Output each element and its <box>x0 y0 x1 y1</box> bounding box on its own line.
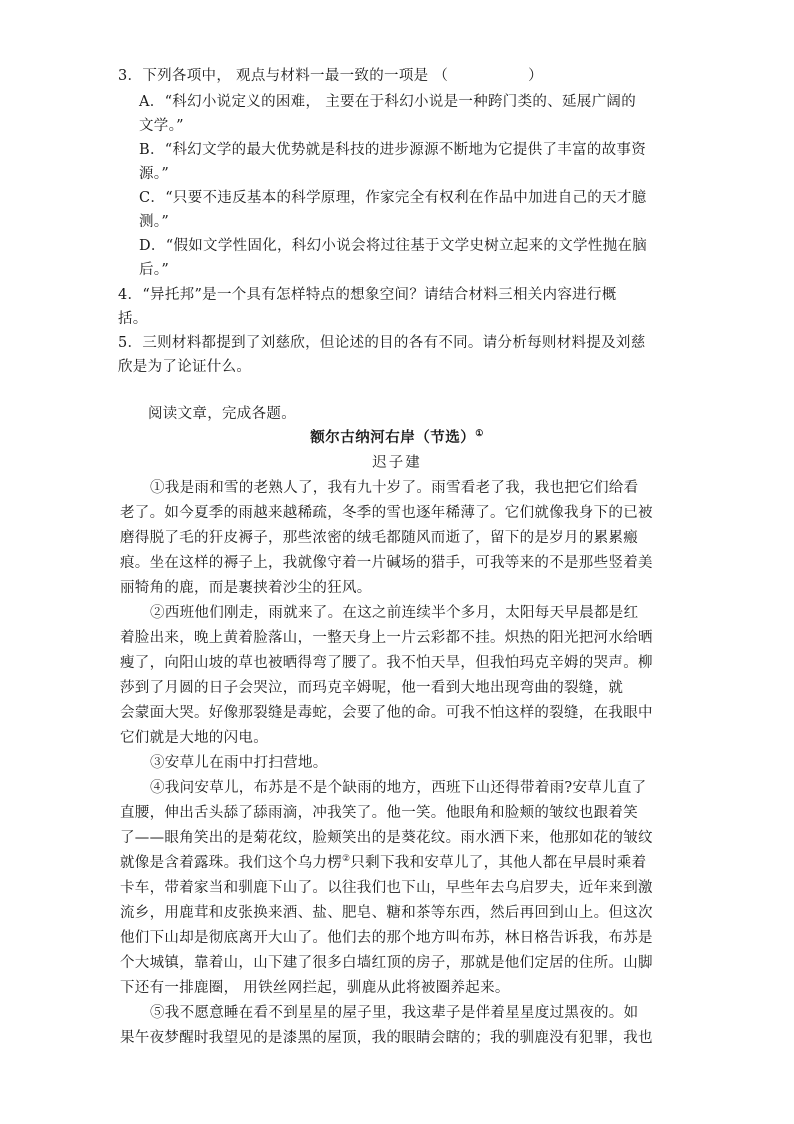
paragraph-2-line: 会蒙面大哭。好像那裂缝是毒蛇，会要了他的命。可我不怕这样的裂缝，在我眼中 <box>120 705 653 721</box>
paragraph-4-line: 流乡，用鹿茸和皮张换来酒、盐、肥皂、糖和茶等东西，然后再回到山上。但这次 <box>120 905 653 921</box>
question-4-line-1: 4．“异托邦”是一个具有怎样特点的想象空间？请结合材料三相关内容进行概 <box>118 287 617 303</box>
option-a-line-1: A．“科幻小说定义的困难， 主要在于科幻小说是一种跨门类的、延展广阔的 <box>139 94 636 110</box>
option-b-line-2: 源。” <box>139 166 170 182</box>
paragraph-4-line: ④我问安草儿，布苏是不是个缺雨的地方，西班下山还得带着雨?安草儿直了 <box>150 780 647 796</box>
paragraph-2-line: ②西班他们刚走，雨就来了。在这之前连续半个多月，太阳每天早晨都是红 <box>150 605 639 621</box>
footnote-mark-2: ② <box>342 854 351 865</box>
paragraph-2-line: 瘦了，向阳山坡的草也被晒得弯了腰了。我不怕天旱，但我怕玛克辛姆的哭声。柳 <box>120 655 653 671</box>
paragraph-4-line: 直腰，伸出舌头舔了舔雨滴，冲我笑了。他一笑。他眼角和脸颊的皱纹也跟着笑 <box>120 805 638 821</box>
question-3-text: 3．下列各项中， 观点与材料一最一致的一项是 （ <box>118 68 449 84</box>
paragraph-3-line: ③安草儿在雨中打扫营地。 <box>150 755 328 771</box>
paragraph-1-line: ①我是雨和雪的老熟人了，我有九十岁了。雨雪看老了我，我也把它们给看 <box>150 480 639 496</box>
paragraph-5-line: ⑤我不愿意睡在看不到星星的屋子里，我这辈子是伴着星星度过黑夜的。如 <box>150 1005 639 1021</box>
paragraph-1-line: 老了。如今夏季的雨越来越稀疏，冬季的雪也逐年稀薄了。它们就像我身下的已被 <box>120 505 653 521</box>
paragraph-4-line: 了——眼角笑出的是菊花纹，脸颊笑出的是葵花纹。雨水洒下来，他那如花的皱纹 <box>120 830 653 846</box>
paragraph-4-line: 个大城镇，靠着山，山下建了很多白墙红顶的房子，那就是他们定居的住所。山脚 <box>120 955 653 971</box>
paragraph-1-line: 丽犄角的鹿，而是裹挟着沙尘的狂风。 <box>120 580 372 596</box>
title-footnote-mark: ① <box>475 429 484 440</box>
question-4-line-2: 括。 <box>118 311 148 327</box>
paragraph-4-text: 就像是含着露珠。我们这个乌力楞 <box>120 855 342 871</box>
paragraph-1-line: 磨得脱了毛的犴皮褥子，那些浓密的绒毛都随风而逝了，留下的是岁月的累累瘢 <box>120 530 638 546</box>
paragraph-4-line: 他们下山却是彻底离开大山了。他们去的那个地方叫布苏，林日格告诉我，布苏是 <box>120 930 653 946</box>
option-b-line-1: B．“科幻文学的最大优势就是科技的进步源源不断地为它提供了丰富的故事资 <box>139 142 647 158</box>
option-d-line-1: D．“假如文学性固化，科幻小说会将过往基于文学史树立起来的文学性抛在脑 <box>139 238 648 254</box>
option-c-line-2: 测。” <box>139 214 170 230</box>
paragraph-1-line: 痕。坐在这样的褥子上，我就像守着一片碱场的猎手，可我等来的不是那些竖着美 <box>120 555 653 571</box>
paragraph-2-line: 着脸出来，晚上黄着脸落山，一整天身上一片云彩都不挂。炽热的阳光把河水给晒 <box>120 630 653 646</box>
question-5-line-1: 5．三则材料都提到了刘慈欣，但论述的目的各有不同。请分析每则材料提及刘慈 <box>118 335 646 351</box>
question-3-stem <box>118 66 543 86</box>
paragraph-4-text: 只剩下我和安草儿了，其他人都在早晨时乘着 <box>350 855 647 871</box>
paragraph-2-line: 莎到了月圆的日子会哭泣，而玛克辛姆呢，他一看到大地出现弯曲的裂缝，就 <box>120 680 624 696</box>
article-title <box>0 428 794 448</box>
paragraph-2-line: 它们就是大地的闪电。 <box>120 730 268 746</box>
option-c-line-1: C．“只要不违反基本的科学原理，作家完全有权利在作品中加进自己的天才臆 <box>139 190 647 206</box>
option-d-line-2: 后。” <box>139 262 170 278</box>
article-title-text: 额尔古纳河右岸（节选） <box>310 429 476 446</box>
paragraph-4-line: 卡车，带着家当和驯鹿下山了。以往我们也下山，早些年去乌启罗夫，近年来到激 <box>120 880 653 896</box>
paragraph-5-line: 果午夜梦醒时我望见的是漆黑的屋顶，我的眼睛会瞎的；我的驯鹿没有犯罪，我也 <box>120 1030 653 1046</box>
article-author: 迟子建 <box>372 455 422 471</box>
paragraph-4-line <box>120 853 646 873</box>
question-5-line-2: 欣是为了论证什么。 <box>118 359 252 375</box>
reading-instruction: 阅读文章，完成各题。 <box>148 406 296 422</box>
option-a-line-2: 文学。” <box>139 118 184 134</box>
question-3-close-paren: ） <box>528 68 543 84</box>
paragraph-4-line: 下还有一排鹿圈， 用铁丝网拦起，驯鹿从此将被圈养起来。 <box>120 980 510 996</box>
